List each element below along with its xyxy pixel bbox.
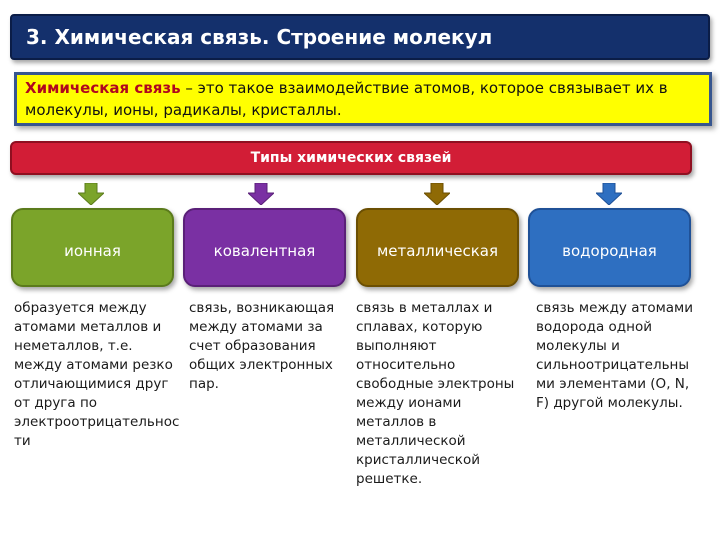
ionic-description: образуется между атомами металлов и неметаллов, т.е. между атомами резко отличающимися друг от друга по электроотрицательнос ти xyxy=(14,300,180,449)
bond-type-metallic: металлическая xyxy=(356,208,519,287)
bond-type-ionic: ионная xyxy=(11,208,174,287)
arrow-down-icon xyxy=(424,183,450,205)
arrow-down-icon xyxy=(596,183,622,205)
covalent-description: связь, возникающая между атомами за счет образования общих электронных пар. xyxy=(189,300,335,392)
arrow-down-icon xyxy=(248,183,274,205)
slide-title: 3. Химическая связь. Строение молекул xyxy=(10,14,710,60)
bond-type-covalent: ковалентная xyxy=(183,208,346,287)
bond-type-hydrogen: водородная xyxy=(528,208,691,287)
hydrogen-description: связь между атомами водорода одной молекулы и сильноотрицательны ми элементами (O, N, F) другой молекулы. xyxy=(536,300,694,411)
metallic-description: связь в металлах и сплавах, которую выполняют относительно свободные электроны между ионами металлов в металлической кристаллической решетке. xyxy=(356,300,515,487)
types-header: Типы химических связей xyxy=(10,141,692,175)
definition-text: – это такое взаимодействие атомов, которое связывает их в молекулы, ионы, радикалы, кристаллы. xyxy=(25,79,668,119)
definition-term: Химическая связь xyxy=(25,79,181,97)
arrow-down-icon xyxy=(78,183,104,205)
definition-box xyxy=(14,72,712,126)
